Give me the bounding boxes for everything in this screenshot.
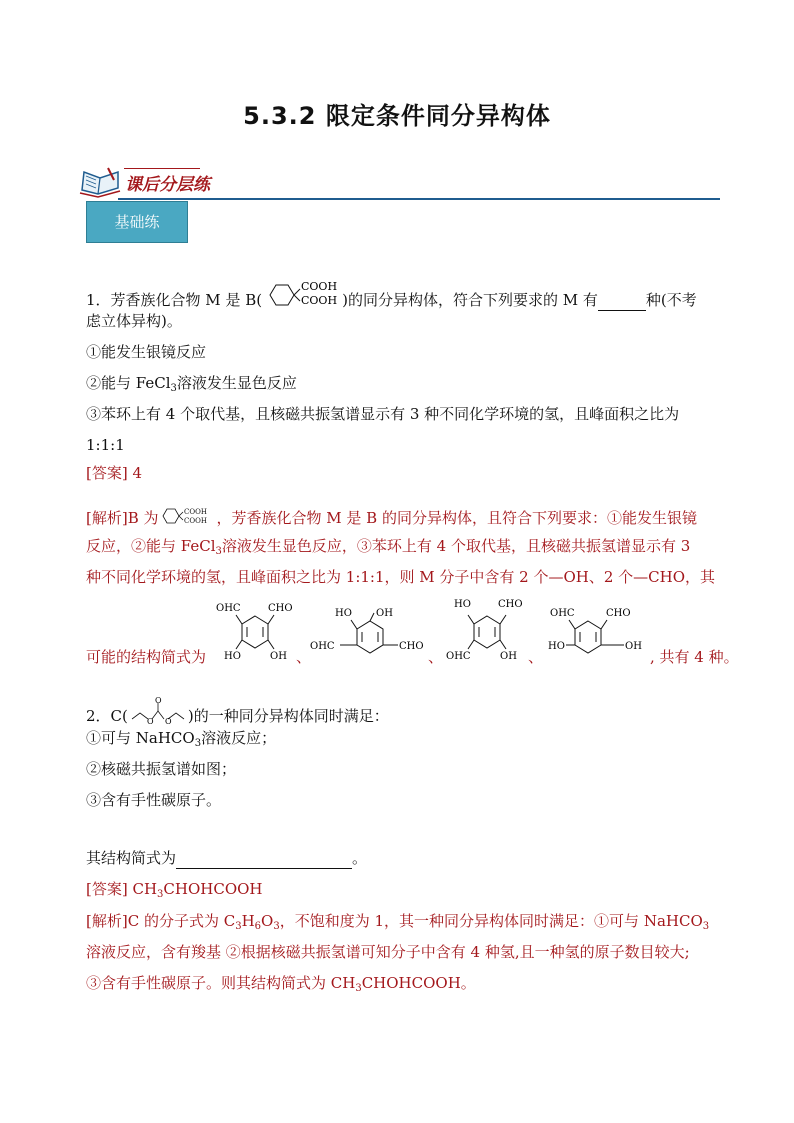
section-divider	[118, 198, 720, 200]
svg-text:OH: OH	[376, 608, 393, 619]
svg-text:OH: OH	[625, 641, 642, 652]
svg-text:HO: HO	[335, 608, 352, 619]
level-badge: 基础练	[86, 201, 188, 243]
answer-blank[interactable]	[598, 290, 646, 311]
compound-c-structure	[128, 697, 188, 727]
svg-text:HO: HO	[548, 641, 565, 652]
svg-text:O: O	[146, 717, 154, 726]
svg-text:CHO: CHO	[606, 608, 631, 619]
q1-stem-line2: 虑立体异构)。	[86, 312, 182, 330]
svg-text:OH: OH	[270, 651, 287, 662]
section-title: 课后分层练	[125, 175, 210, 195]
q2-explanation-1: [解析]C 的分子式为 $C_3H_6O_3$，不饱和度为 1，其一种同分异构体同时满足：①可与 NaHCO$_3$	[86, 912, 710, 932]
svg-text:COOH: COOH	[301, 294, 338, 307]
svg-text:O: O	[154, 697, 162, 705]
q2-stem: 2．C( O O O )的一种同分异构体同时满足：	[86, 697, 389, 726]
svg-text:CHO: CHO	[498, 599, 523, 610]
svg-text:OH: OH	[500, 651, 517, 662]
svg-text:OHC: OHC	[446, 651, 471, 662]
svg-text:O: O	[164, 717, 172, 726]
q2-cond-3: ③含有手性碳原子。	[86, 791, 222, 809]
svg-text:OHC: OHC	[216, 603, 241, 614]
svg-text:COOH: COOH	[183, 517, 207, 525]
structure-3	[446, 597, 528, 663]
compound-b-small	[159, 505, 217, 527]
svg-text:OHC: OHC	[310, 641, 335, 652]
q2-cond-2: ②核磁共振氢谱如图；	[86, 760, 237, 778]
section-accent-line	[124, 168, 200, 169]
page-title: 5.3.2 限定条件同分异构体	[243, 102, 551, 130]
q1-explanation-1: [解析]B 为 COOH COOH ，芳香族化合物 M 是 B 的同分异构体，且符合下列要求：①能发生银镜	[86, 505, 697, 528]
q2-explanation-2: 溶液反应，含有羧基 ②根据核磁共振氢谱可知分子中含有 4 种氢,且一种氢的原子数目较大;	[86, 943, 690, 961]
q2-answer: [答案] $CH_3CHOHCOOH$	[86, 880, 263, 900]
structure-1	[214, 597, 296, 663]
q2-explanation-3: ③含有手性碳原子。则其结构简式为 $CH_3CHOHCOOH$。	[86, 974, 476, 994]
svg-text:CHO: CHO	[399, 641, 424, 652]
q1-cond-2: ②能与 FeCl$_3$溶液发生显色反应	[86, 374, 297, 394]
separator: 、	[296, 648, 312, 666]
separator: 、	[428, 648, 444, 666]
svg-text:HO: HO	[224, 651, 241, 662]
book-icon	[78, 166, 122, 198]
q1-ratio: 1:1:1	[86, 436, 125, 454]
q1-cond-3: ③苯环上有 4 个取代基，且核磁共振氢谱显示有 3 种不同化学环境的氢，且峰面积之比为	[86, 405, 680, 423]
separator: 、	[528, 648, 544, 666]
svg-text:COOH: COOH	[301, 280, 338, 293]
svg-text:OHC: OHC	[550, 608, 575, 619]
q1-explanation-4-b: , 共有 4 种。	[650, 648, 739, 666]
q1-answer: [答案] 4	[86, 464, 143, 482]
q1-cond-1: ①能发生银镜反应	[86, 343, 207, 361]
svg-text:CHO: CHO	[268, 603, 293, 614]
svg-text:HO: HO	[454, 599, 471, 610]
q1-stem-line1: 1．芳香族化合物 M 是 B( COOH COOH )的同分异构体，符合下列要求的 M 有 种(不考	[86, 277, 697, 313]
q2-cond-1: ①可与 NaHCO$_3$溶液反应；	[86, 729, 277, 749]
q1-explanation-2: 反应，②能与 FeCl$_3$溶液发生显色反应，③苯环上有 4 个取代基，且核磁共振氢谱显示有 3	[86, 537, 691, 557]
q1-explanation-3: 种不同化学环境的氢，且峰面积之比为 1:1:1，则 M 分子中含有 2 个—OH、2 个—CHO，其	[86, 568, 716, 586]
q2-question: 其结构简式为 。	[86, 849, 368, 867]
svg-text:COOH: COOH	[183, 508, 207, 516]
q1-explanation-4-a: 可能的结构简式为	[86, 648, 207, 666]
answer-blank[interactable]	[176, 848, 352, 869]
compound-b-structure	[262, 277, 342, 313]
